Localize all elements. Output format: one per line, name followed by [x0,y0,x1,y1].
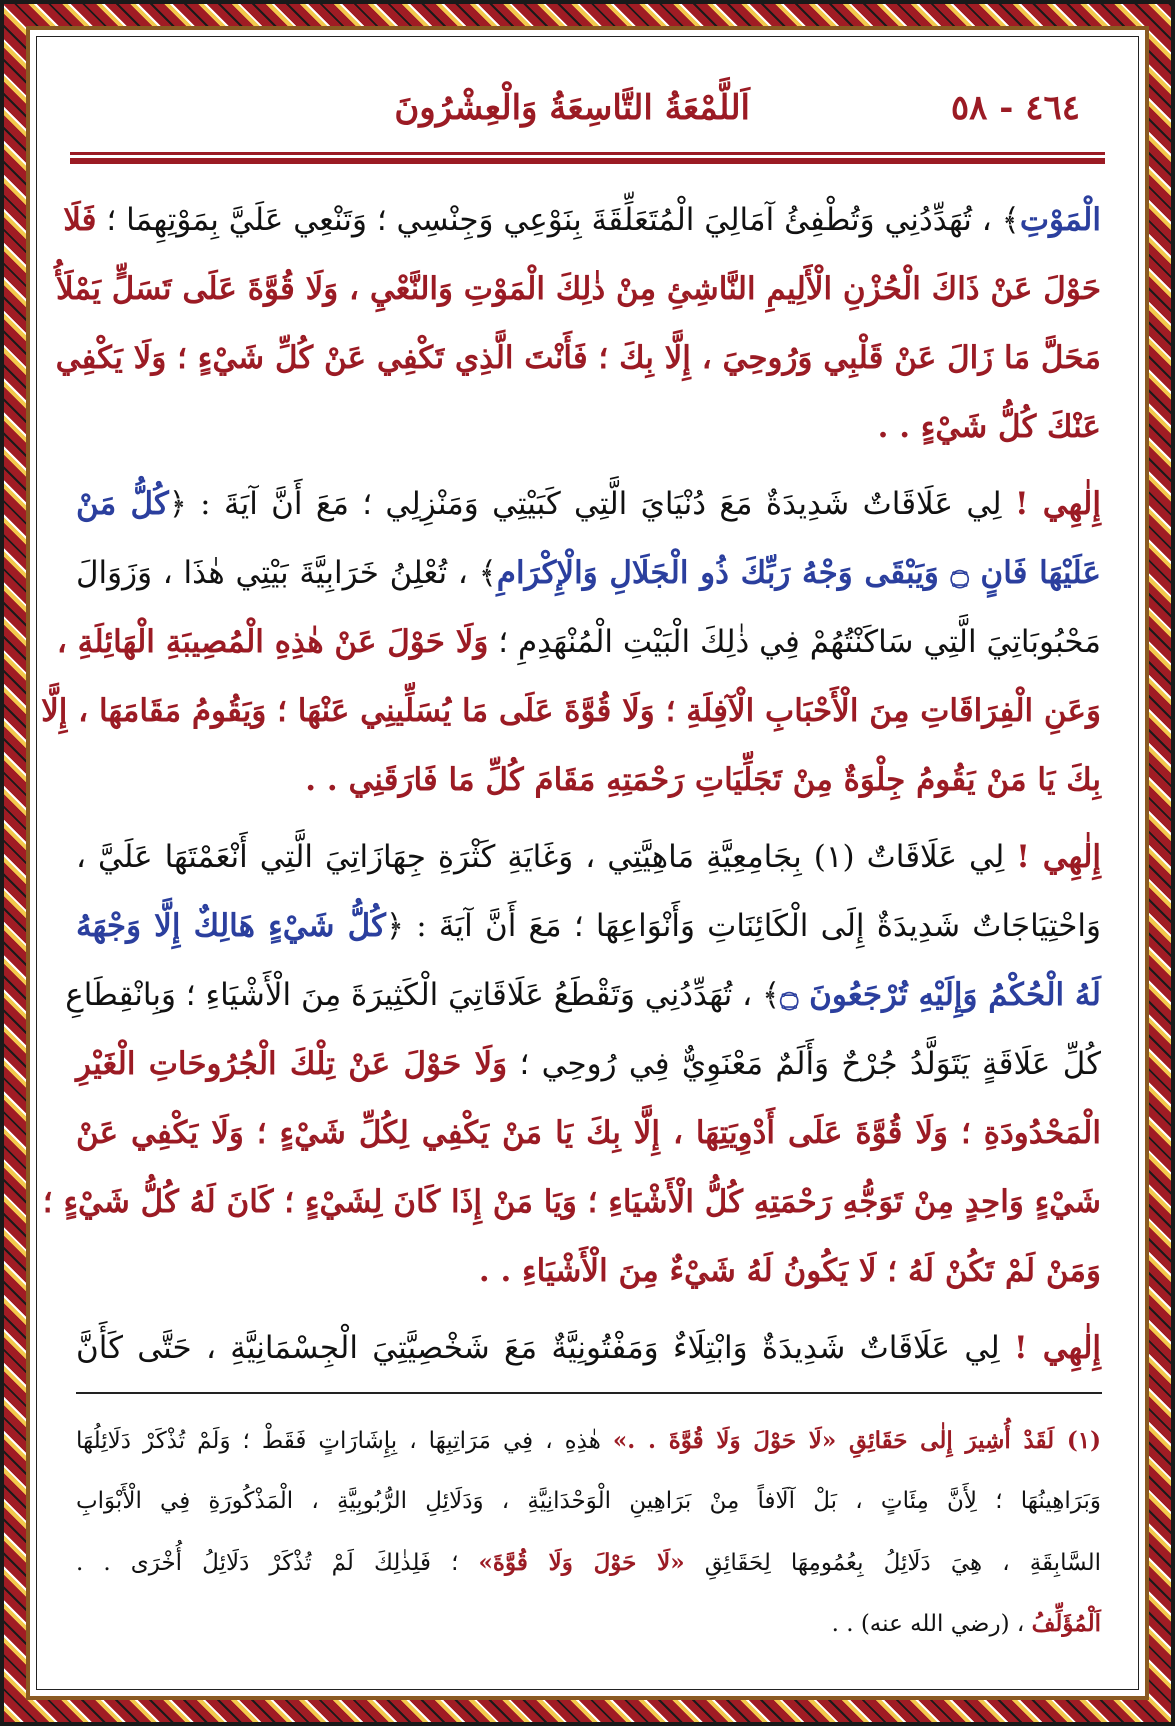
text-segment: لِي عَلَاقَاتٌ شَدِيدَةٌ مَعَ دُنْيَايَ الَّتِي كَبَيْتِي وَمَنْزِلِي ؛ مَعَ أَنَّ آيَةَ : ﴿ [168,486,1015,522]
text-segment: وَاحْتِيَاجَاتٌ شَدِيدَةٌ إِلَى الْكَائِنَاتِ وَأَنْوَاعِهَا ؛ مَعَ أَنَّ آيَةَ : ﴿ [385,908,1101,944]
paragraph-gap [76,1306,1101,1314]
text-line [76,1314,1101,1383]
highlighted-text: وَلَا حَوْلَ عَنْ تِلْكَ الْجُرُوحَاتِ الْغَيْرِ [76,1046,508,1082]
highlighted-text: إِلٰهِي ! [1016,839,1101,875]
quran-verse-text: كُلُّ مَنْ [76,486,169,522]
quran-verse-text: الْمَوْتِ [1019,202,1101,238]
highlighted-text: الْمَحْدُودَةِ ؛ وَلَا قُوَّةَ عَلَى أَدْوِيَتِهَا ، إِلَّا بِكَ يَا مَنْ يَكْفِي لِكُلِّ شَيْءٍ ؛ وَلَا يَكْفِي عَنْ [76,1115,1101,1151]
text-line [76,393,1101,462]
highlighted-text: إِلٰهِي ! [1014,486,1101,522]
text-segment: ﴾ ، تُعْلِنُ خَرَابِيَّةَ بَيْتِي هٰذَا ، وَزَوَالَ [76,555,497,591]
text-line [55,324,1101,393]
highlighted-text: إِلٰهِي ! [1013,1330,1101,1366]
text-segment: ، (رضي الله عنه) . . [831,1611,1032,1637]
highlighted-text: (١) لَقَدْ أُشِيرَ إِلٰى حَقَائِقِ «لَا حَوْلَ وَلَا قُوَّةَ . .» [612,1427,1101,1454]
highlighted-text: مَحَلَّ مَا زَالَ عَنْ قَلْبِي وَرُوحِيَ ، إِلَّا بِكَ ؛ فَأَنْتَ الَّذِي تَكْفِي عَنْ كُلِّ شَيْءٍ ؛ وَلَا يَكْفِي [55,340,1101,376]
text-line [76,892,1101,961]
text-line [41,677,1101,746]
footnote-separator [76,1392,1102,1394]
text-segment: هٰذِهِ ، فِي مَرَاتِبِهَا ، بِإِشَارَاتٍ فَقَطْ ؛ وَلَمْ تُذْكَرْ دَلَائِلُهَا [76,1428,613,1454]
page-number: ٤٦٤ - ٥٨ [950,88,1080,128]
paragraph-gap [76,462,1101,470]
text-segment: ﴾ ، تُهَدِّدُنِي وَتُطْفِئُ آمَالِيَ الْمُتَعَلِّقَةَ بِنَوْعِي وَجِنْسِي ؛ وَتَنْعِي عَلَيَّ بِمَوْتِهِمَا ؛ [96,202,1020,238]
highlighted-text: وَمَنْ لَمْ تَكُنْ لَهُ ؛ لَا يَكُونُ لَهُ شَيْءٌ مِنَ الْأَشْيَاءِ . . [478,1253,1101,1289]
text-line [76,1237,1101,1306]
text-line [76,1532,1101,1593]
highlighted-text: وَلَا حَوْلَ عَنْ هٰذِهِ الْمُصِيبَةِ الْهَائِلَةِ ، [56,624,489,660]
text-segment: لِي عَلَاقَاتٌ (١) بِجَامِعِيَّةِ مَاهِيَّتِي ، وَغَايَةِ كَثْرَةِ جِهَازَاتِيَ الَّتِي أَنْعَمْتَهَا عَلَيَّ ، [76,839,1017,875]
highlighted-text: عَنْكَ كُلُّ شَيْءٍ . . [877,409,1101,445]
chapter-title: اَللَّمْعَةُ التَّاسِعَةُ وَالْعِشْرُونَ [394,88,750,128]
highlighted-text: وَعَنِ الْفِرَاقَاتِ مِنَ الْأَحْبَابِ الْآفِلَةِ ؛ وَلَا قُوَّةَ عَلَى مَا يُسَلِّينِي عَنْهَا ؛ وَيَقُومُ مَقَامَهَا ، إِلَّا [41,693,1101,729]
footnote [76,1410,1101,1654]
text-line [76,1030,1101,1099]
highlighted-text: بِكَ يَا مَنْ يَقُومُ جِلْوَةٌ مِنْ تَجَلِّيَاتِ رَحْمَتِهِ مَقَامَ كُلِّ مَا فَارَقَنِي . . [305,762,1101,798]
highlighted-text: «لَا حَوْلَ وَلَا قُوَّةَ» [478,1549,685,1576]
quran-verse-text: كُلُّ شَيْءٍ هَالِكٌ إِلَّا وَجْهَهُ [76,908,386,944]
header-rule-thin [70,152,1105,155]
highlighted-text: فَلَا [63,202,97,238]
text-line [42,1168,1101,1237]
text-segment: السَّابِقَةِ ، هِيَ دَلَائِلُ بِعُمُومِهَا لِحَقَائِقِ [684,1550,1101,1576]
text-line [76,746,1101,815]
text-line [76,470,1101,539]
header-rule-thick [70,158,1105,164]
highlighted-text: حَوْلَ عَنْ ذَاكَ الْحُزْنِ الْأَلِيمِ النَّاشِئِ مِنْ ذٰلِكَ الْمَوْتِ وَالنَّعْيِ ، وَلَا قُوَّةَ عَلَى تَسَلٍّ يَمْلَأُ [55,271,1101,307]
paragraph-gap [76,815,1101,823]
text-line [76,1593,1101,1654]
text-segment: كُلِّ عَلَاقَةٍ يَتَوَلَّدُ جُرْحٌ وَأَلَمٌ مَعْنَوِيٌّ فِي رُوحِي ؛ [507,1046,1101,1082]
text-segment: ﴾ ، تُهَدِّدُنِي وَتَقْطَعُ عَلَاقَاتِيَ الْكَثِيرَةَ مِنَ الْأَشْيَاءِ ؛ وَبِانْقِطَاعِ [65,977,781,1013]
text-line [76,1099,1101,1168]
highlighted-text: اَلْمُؤَلِّفُ [1031,1610,1101,1637]
text-segment: ؛ فَلِذٰلِكَ لَمْ تُذْكَرْ دَلَائِلُ أُخْرَى . . [76,1550,479,1576]
page-header [75,88,1100,138]
highlighted-text: شَيْءٍ وَاحِدٍ مِنْ تَوَجُّهِ رَحْمَتِهِ كُلُّ الْأَشْيَاءِ ؛ وَيَا مَنْ إِذَا كَانَ لِشَيْءٍ ؛ كَانَ لَهُ كُلُّ شَيْءٍ ؛ [42,1184,1101,1220]
text-line [76,1471,1101,1532]
text-line [65,961,1101,1030]
text-segment: مَحْبُوبَاتِيَ الَّتِي سَاكَنْتُهُمْ فِي ذٰلِكَ الْبَيْتِ الْمُنْهَدِمِ ؛ [488,624,1101,660]
text-segment: لِي عَلَاقَاتٌ شَدِيدَةٌ وَابْتِلَاءٌ وَمَفْتُونِيَّةٌ مَعَ شَخْصِيَّتِيَ الْجِسْمَانِيَّةِ ، حَتَّى كَأَنَّ [76,1330,1014,1366]
text-line [63,186,1101,255]
quran-verse-text: لَهُ الْحُكْمُ وَإِلَيْهِ تُرْجَعُونَ ۝ [780,977,1101,1013]
text-segment: وَبَرَاهِينُهَا ؛ لِأَنَّ مِئَاتٍ ، بَلْ آلَافاً مِنْ بَرَاهِينِ الْوَحْدَانِيَّةِ ، وَدَلَائِلِ الرُّبُوبِيَّةِ ، الْمَذْكُورَةِ فِي الْأَبْوَابِ [76,1488,1101,1514]
text-line [56,608,1101,677]
text-line [76,1410,1101,1471]
text-line [76,823,1101,892]
main-text [41,186,1101,1383]
text-line [55,255,1101,324]
quran-verse-text: عَلَيْهَا فَانٍ ۝ وَيَبْقَى وَجْهُ رَبِّكَ ذُو الْجَلَالِ وَالْإِكْرَامِ [496,555,1101,591]
text-line [76,539,1101,608]
